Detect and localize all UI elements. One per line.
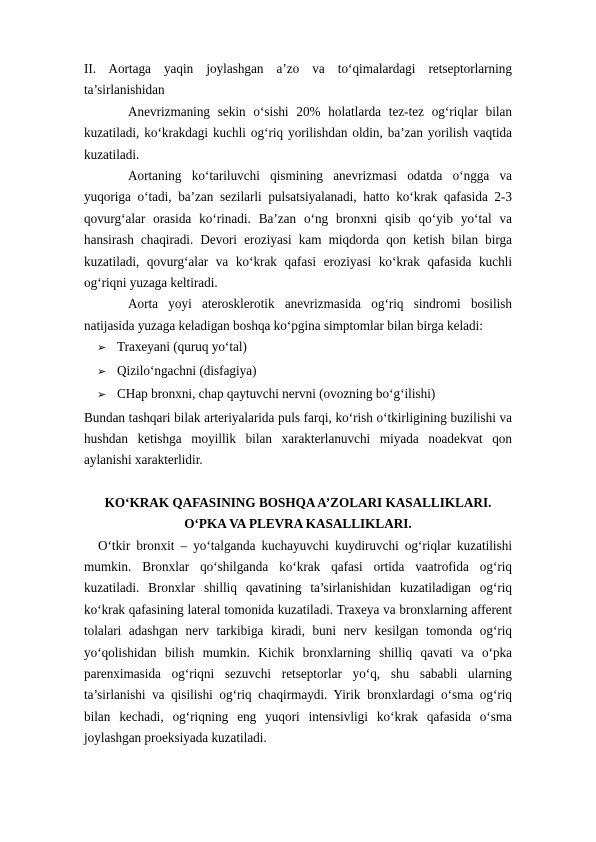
paragraph-acute-bronchitis: O‘tkir bronxit – yo‘talganda kuchayuvchi kuydiruvchi og‘riqlar kuzatilishi mumkin. Bronxlar qo‘shilganda ko‘krak qafasi ortida vaatrofida og‘riq kuzatiladi. Bronxlar shilliq qavatining ta’sirlanishidan kuzatiladigan og‘riq ko‘krak qafasining lateral tomonida kuzatiladi. Traxeya va bronxlarning afferent tolalari adashgan nerv tarkibiga kiradi, buni nerv kesilgan tomonda og‘riq yo‘qolishidan bilish mumkin. Kichik bronxlarning shilliq qavati va o‘pka parenximasida og‘riqni sezuvchi retseptorlar yo‘q, shu sababli ularning ta’sirlanishi va qisilishi og‘riq chaqirmaydi. Yirik bronxlardagi o‘sma og‘riq bilan kechadi, og‘riqning eng yuqori intensivligi ko‘krak qafasida o‘sma joylashgan proeksiyada kuzatiladi. bbox=[84, 537, 512, 746]
paragraph-ascending-aorta: Aortaning ko‘tariluvchi qismining anevrizmasi odatda o‘ngga va yuqoriga o‘tadi, ba’zan sezilarli pulsatsiyalanadi, hatto ko‘krak qafasida 2-3 qovurg‘alar orasida ko‘rinadi. Ba’zan o‘ng bronxni qisib qo‘yib yo‘tal va hansirash chaqiradi. Devori eroziyasi kam miqdorda qon ketish bilan birga kuzatiladi, qovurg‘alar va ko‘krak qafasi eroziyasi ko‘krak qafasida kuchli og‘riqni yuzaga keltiradi. bbox=[84, 168, 512, 291]
list-item: ➢ Traxeyani (quruq yo‘tal) bbox=[84, 336, 512, 359]
spacer bbox=[84, 471, 512, 492]
symptom-list bbox=[84, 336, 512, 406]
section-title-chest-organs: KO‘KRAK QAFASINING BOSHQA A’ZOLARI KASALLIKLARI. bbox=[104, 494, 492, 510]
section-title-lung-pleura: O‘PKA VA PLEVRA KASALLIKLARI. bbox=[184, 516, 412, 532]
section-heading-line2: ta’sirlanishidan bbox=[84, 82, 165, 98]
list-item: ➢ Qizilo‘ngachni (disfagiya) bbox=[84, 360, 512, 383]
paragraph-pulse-difference: Bundan tashqari bilak arteriyalarida puls farqi, ko‘rish o‘tkirligining buzilishi va hushdan ketishga moyillik bilan xarakterlanuvchi miyada noadekvat qon aylanishi xarakterlidir. bbox=[84, 409, 512, 468]
arrow-bullet-icon: ➢ bbox=[97, 342, 107, 355]
section-heading-line1: II. Aortaga yaqin joylashgan a’zo va to‘qimalardagi retseptorlarning bbox=[84, 61, 512, 76]
arrow-bullet-icon: ➢ bbox=[97, 389, 107, 402]
paragraph-aortic-arch: Aorta yoyi aterosklerotik anevrizmasida og‘riq sindromi bosilish natijasida yuzaga keladigan boshqa ko‘pgina simptomlar bilan birga keladi: bbox=[84, 296, 512, 333]
paragraph-growth-pain: Anevrizmaning sekin o‘sishi 20% holatlarda tez-tez og‘riqlar bilan kuzatiladi, ko‘krakdagi kuchli og‘riq yorilishdan oldin, ba’zan yorilish vaqtida kuzatiladi. bbox=[84, 103, 512, 162]
document-page bbox=[84, 58, 512, 749]
list-item: ➢ CHap bronxni, chap qaytuvchi nervni (ovozning bo‘g‘ilishi) bbox=[84, 383, 512, 406]
arrow-bullet-icon: ➢ bbox=[97, 365, 107, 378]
